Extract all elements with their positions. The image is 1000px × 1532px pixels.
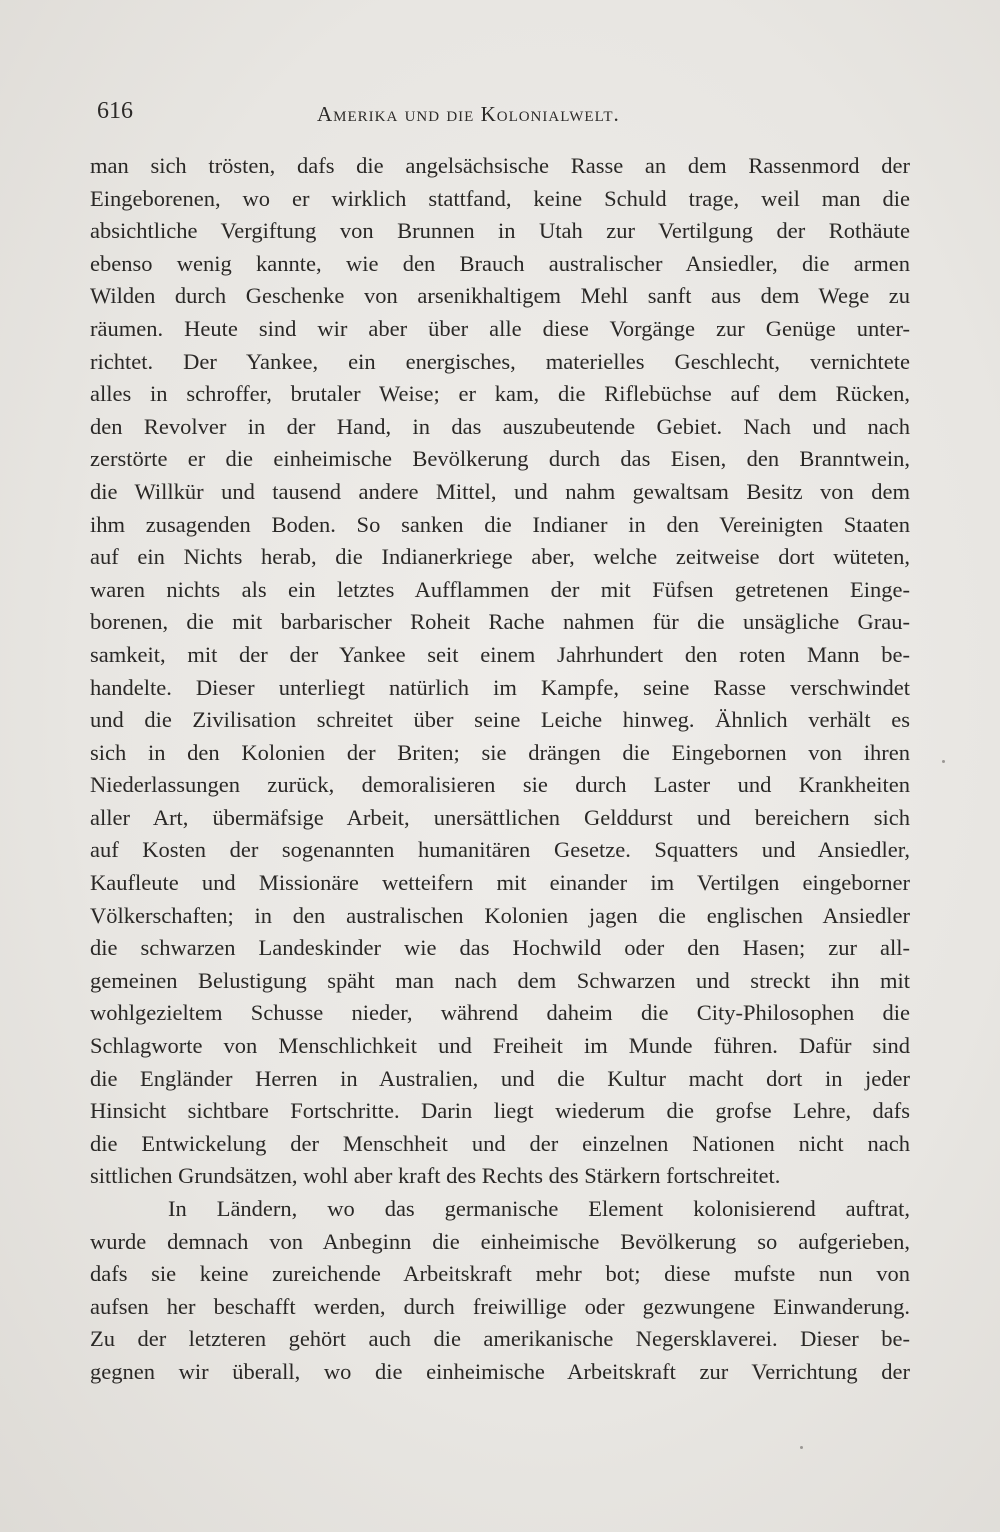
text-line: auf Kosten der sogenannten humanitären Gesetze. Squatters und Ansiedler, bbox=[90, 837, 910, 863]
text-line: Zu der letzteren gehört auch die amerikanische Negersklaverei. Dieser be- bbox=[90, 1326, 910, 1352]
text-line: den Revolver in der Hand, in das auszubeutende Gebiet. Nach und nach bbox=[90, 413, 910, 439]
text-line: richtet. Der Yankee, ein energisches, materielles Geschlecht, vernichtete bbox=[90, 348, 910, 374]
text-line: samkeit, mit der der Yankee seit einem Jahrhundert den roten Mann be- bbox=[90, 641, 910, 667]
text-line: die Engländer Herren in Australien, und die Kultur macht dort in jeder bbox=[90, 1065, 910, 1091]
text-line: gegnen wir überall, wo die einheimische Arbeitskraft zur Verrichtung der bbox=[90, 1358, 910, 1384]
text-line: dafs sie keine zureichende Arbeitskraft mehr bot; diese mufste nun von bbox=[90, 1261, 910, 1287]
text-line: zerstörte er die einheimische Bevölkerung durch das Eisen, den Branntwein, bbox=[90, 446, 910, 472]
text-line: die Entwickelung der Menschheit und der einzelnen Nationen nicht nach bbox=[90, 1130, 910, 1156]
text-line: aller Art, übermäfsige Arbeit, unersättlichen Gelddurst und bereichern sich bbox=[90, 804, 910, 830]
text-line: alles in schroffer, brutaler Weise; er kam, die Riflebüchse auf dem Rücken, bbox=[90, 381, 910, 407]
page-number: 616 bbox=[97, 98, 133, 124]
text-line-indented: In Ländern, wo das germanische Element kolonisierend auftrat, bbox=[168, 1196, 910, 1221]
text-line: sich in den Kolonien der Briten; sie drängen die Eingebornen von ihren bbox=[90, 739, 910, 765]
text-line: räumen. Heute sind wir aber über alle diese Vorgänge zur Genüge unter- bbox=[90, 315, 910, 341]
text-line: wohlgezieltem Schusse nieder, während daheim die City-Philosophen die bbox=[90, 1000, 910, 1026]
text-line: waren nichts als ein letztes Aufflammen der mit Füfsen getretenen Einge- bbox=[90, 576, 910, 602]
text-line: Niederlassungen zurück, demoralisieren sie durch Laster und Krankheiten bbox=[90, 772, 910, 798]
text-line: die Willkür und tausend andere Mittel, und nahm gewaltsam Besitz von dem bbox=[90, 478, 910, 504]
page-header bbox=[97, 98, 727, 138]
text-line: Eingeborenen, wo er wirklich stattfand, keine Schuld trage, weil man die bbox=[90, 185, 910, 211]
text-line: man sich trösten, dafs die angelsächsische Rasse an dem Rassenmord der bbox=[90, 153, 910, 178]
text-line: auf ein Nichts herab, die Indianerkriege aber, welche zeitweise dort wüteten, bbox=[90, 544, 910, 570]
text-line: Wilden durch Geschenke von arsenikhaltigem Mehl sanft aus dem Wege zu bbox=[90, 283, 910, 309]
running-title: Amerika und die Kolonialwelt. bbox=[317, 102, 620, 126]
text-line: Hinsicht sichtbare Fortschritte. Darin liegt wiederum die grofse Lehre, dafs bbox=[90, 1098, 910, 1124]
paper-speck bbox=[942, 760, 945, 763]
text-line: handelte. Dieser unterliegt natürlich im Kampfe, seine Rasse verschwindet bbox=[90, 674, 910, 700]
text-line: wurde demnach von Anbeginn die einheimische Bevölkerung so aufgerieben, bbox=[90, 1228, 910, 1254]
text-line: absichtliche Vergiftung von Brunnen in Utah zur Vertilgung der Rothäute bbox=[90, 218, 910, 244]
paper-speck bbox=[800, 1446, 803, 1449]
text-line: die schwarzen Landeskinder wie das Hochwild oder den Hasen; zur all- bbox=[90, 935, 910, 961]
text-line: gemeinen Belustigung späht man nach dem Schwarzen und streckt ihn mit bbox=[90, 967, 910, 993]
body-text bbox=[90, 150, 910, 1389]
text-line: ihm zusagenden Boden. So sanken die Indianer in den Vereinigten Staaten bbox=[90, 511, 910, 537]
text-line: Schlagworte von Menschlichkeit und Freiheit im Munde führen. Dafür sind bbox=[90, 1033, 910, 1059]
text-line: Kaufleute und Missionäre wetteifern mit einander im Vertilgen eingeborner bbox=[90, 870, 910, 896]
text-line: ebenso wenig kannte, wie den Brauch australischer Ansiedler, die armen bbox=[90, 250, 910, 276]
text-line: borenen, die mit barbarischer Roheit Rache nahmen für die unsägliche Grau- bbox=[90, 609, 910, 635]
text-line: und die Zivilisation schreitet über seine Leiche hinweg. Ähnlich verhält es bbox=[90, 707, 910, 733]
text-line: Völkerschaften; in den australischen Kolonien jagen die englischen Ansiedler bbox=[90, 902, 910, 928]
text-line: sittlichen Grundsätzen, wohl aber kraft des Rechts des Stärkern fortschreitet. bbox=[90, 1163, 781, 1189]
text-line: aufsen her beschafft werden, durch freiwillige oder gezwungene Einwanderung. bbox=[90, 1293, 910, 1319]
